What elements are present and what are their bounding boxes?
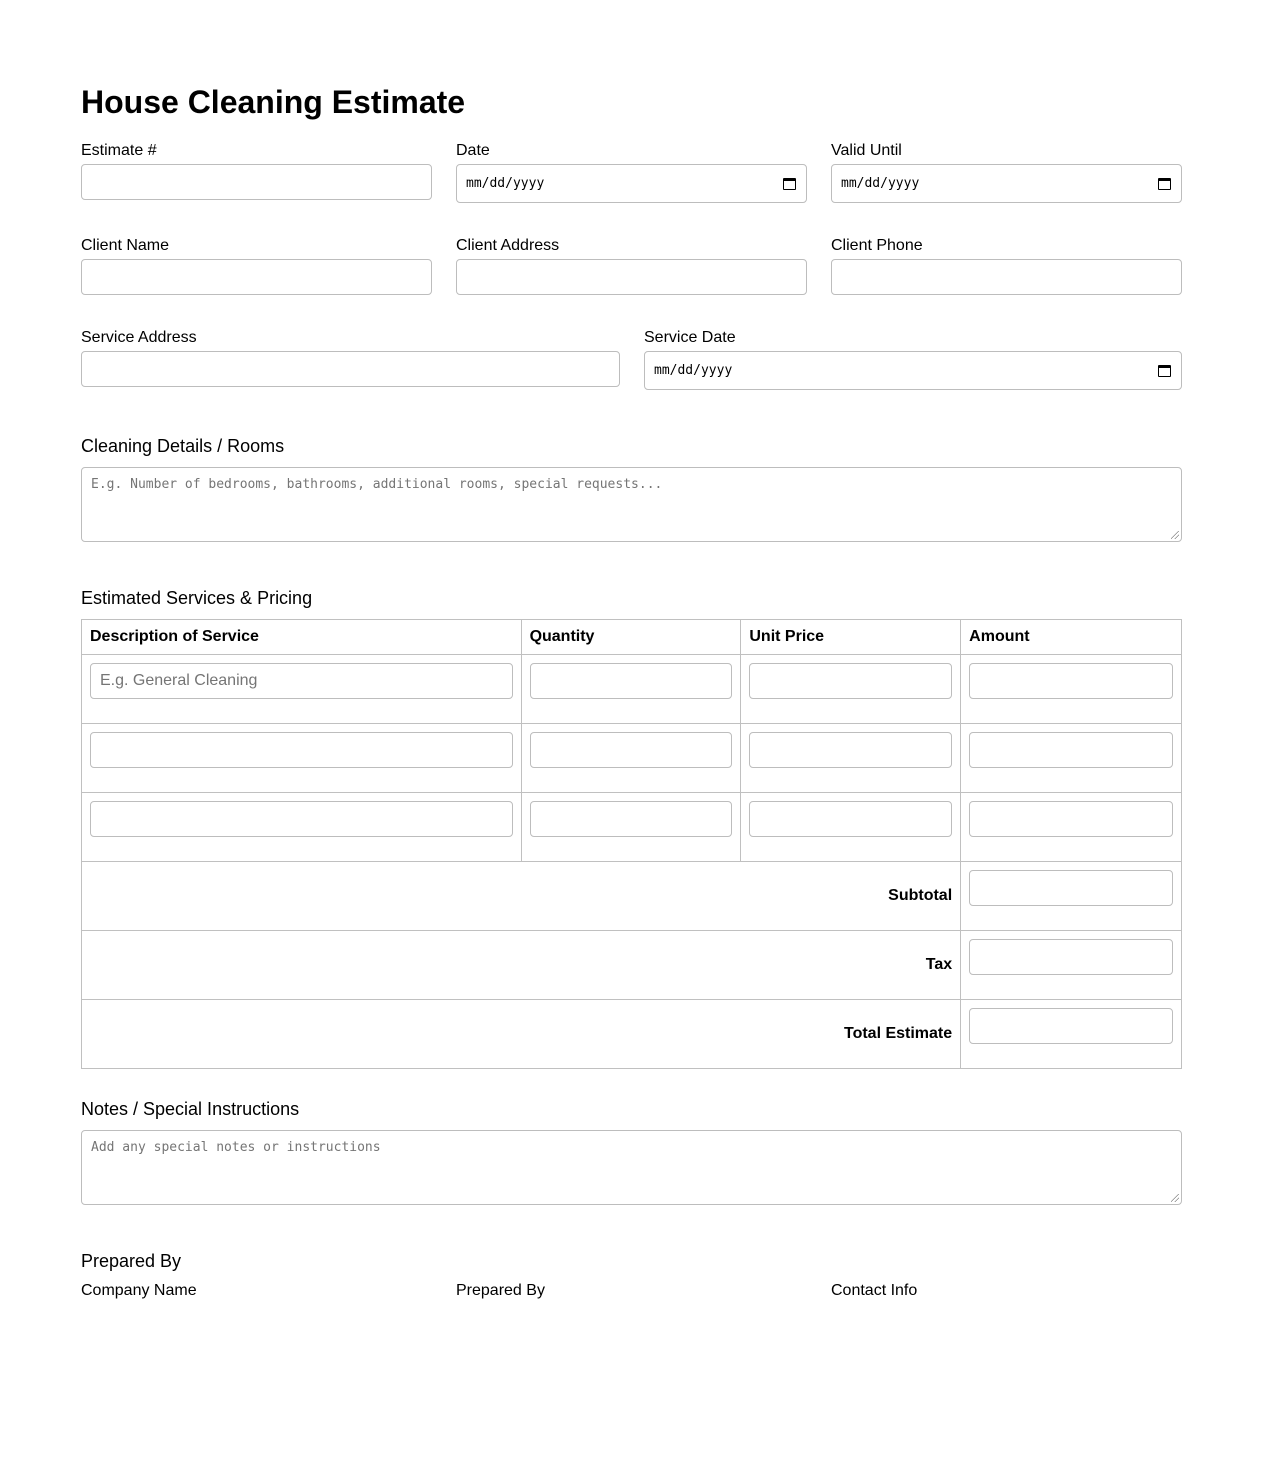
total-estimate-label: Total Estimate [82, 1000, 961, 1069]
client-name-label: Client Name [81, 237, 170, 254]
unit-price-input[interactable] [749, 732, 952, 768]
total-estimate-input[interactable] [969, 1008, 1173, 1044]
column-header-quantity: Quantity [521, 620, 741, 655]
date-input[interactable] [456, 164, 807, 203]
client-phone-label: Client Phone [831, 237, 923, 254]
prepared-by-title: Prepared By [81, 1251, 182, 1271]
subtotal-input[interactable] [969, 870, 1173, 906]
date-placeholder: mm/dd/yyyy [466, 176, 545, 191]
valid-until-placeholder: mm/dd/yyyy [841, 176, 920, 191]
calendar-icon[interactable] [1158, 365, 1171, 377]
estimate-number-label: Estimate # [81, 142, 157, 159]
tax-input[interactable] [969, 939, 1173, 975]
unit-price-input[interactable] [749, 663, 952, 699]
estimate-number-input[interactable] [81, 164, 432, 200]
date-label: Date [456, 142, 490, 159]
pricing-title: Estimated Services & Pricing [81, 588, 313, 608]
service-date-input[interactable] [644, 351, 1182, 390]
cleaning-details-placeholder: E.g. Number of bedrooms, bathrooms, additional rooms, special requests... [91, 477, 663, 492]
tax-row [82, 931, 1182, 1000]
amount-input[interactable] [969, 663, 1173, 699]
description-input[interactable] [90, 801, 513, 837]
notes-title: Notes / Special Instructions [81, 1099, 300, 1119]
company-name-label: Company Name [81, 1282, 197, 1299]
client-name-input[interactable] [81, 259, 432, 295]
resize-handle-icon[interactable] [1171, 1194, 1179, 1202]
unit-price-input[interactable] [749, 801, 952, 837]
subtotal-row [82, 862, 1182, 931]
column-header-unit-price: Unit Price [741, 620, 961, 655]
description-input[interactable] [90, 663, 513, 699]
table-row [82, 793, 1182, 862]
quantity-input[interactable] [530, 801, 733, 837]
service-date-placeholder: mm/dd/yyyy [654, 363, 733, 378]
valid-until-input[interactable] [831, 164, 1182, 203]
calendar-icon[interactable] [783, 178, 796, 190]
service-date-label: Service Date [644, 329, 736, 346]
table-row [82, 724, 1182, 793]
notes-placeholder: Add any special notes or instructions [91, 1140, 381, 1155]
cleaning-details-title: Cleaning Details / Rooms [81, 436, 285, 456]
client-address-label: Client Address [456, 237, 560, 254]
service-address-label: Service Address [81, 329, 197, 346]
pricing-table [81, 619, 1182, 1069]
quantity-input[interactable] [530, 663, 733, 699]
valid-until-label: Valid Until [831, 142, 902, 159]
client-address-input[interactable] [456, 259, 807, 295]
service-address-input[interactable] [81, 351, 620, 387]
quantity-input[interactable] [530, 732, 733, 768]
column-header-amount: Amount [961, 620, 1182, 655]
description-input[interactable] [90, 732, 513, 768]
table-header-row [82, 620, 1182, 655]
amount-input[interactable] [969, 801, 1173, 837]
column-header-description: Description of Service [82, 620, 522, 655]
notes-textarea[interactable] [81, 1130, 1182, 1205]
calendar-icon[interactable] [1158, 178, 1171, 190]
subtotal-label: Subtotal [82, 862, 961, 931]
description-placeholder: E.g. General Cleaning [100, 672, 258, 689]
resize-handle-icon[interactable] [1171, 531, 1179, 539]
contact-info-label: Contact Info [831, 1282, 918, 1299]
page-title: House Cleaning Estimate [81, 84, 466, 120]
client-phone-input[interactable] [831, 259, 1182, 295]
cleaning-details-textarea[interactable] [81, 467, 1182, 542]
prepared-by-label: Prepared By [456, 1282, 545, 1299]
table-row [82, 655, 1182, 724]
total-row [82, 1000, 1182, 1069]
tax-label: Tax [82, 931, 961, 1000]
amount-input[interactable] [969, 732, 1173, 768]
